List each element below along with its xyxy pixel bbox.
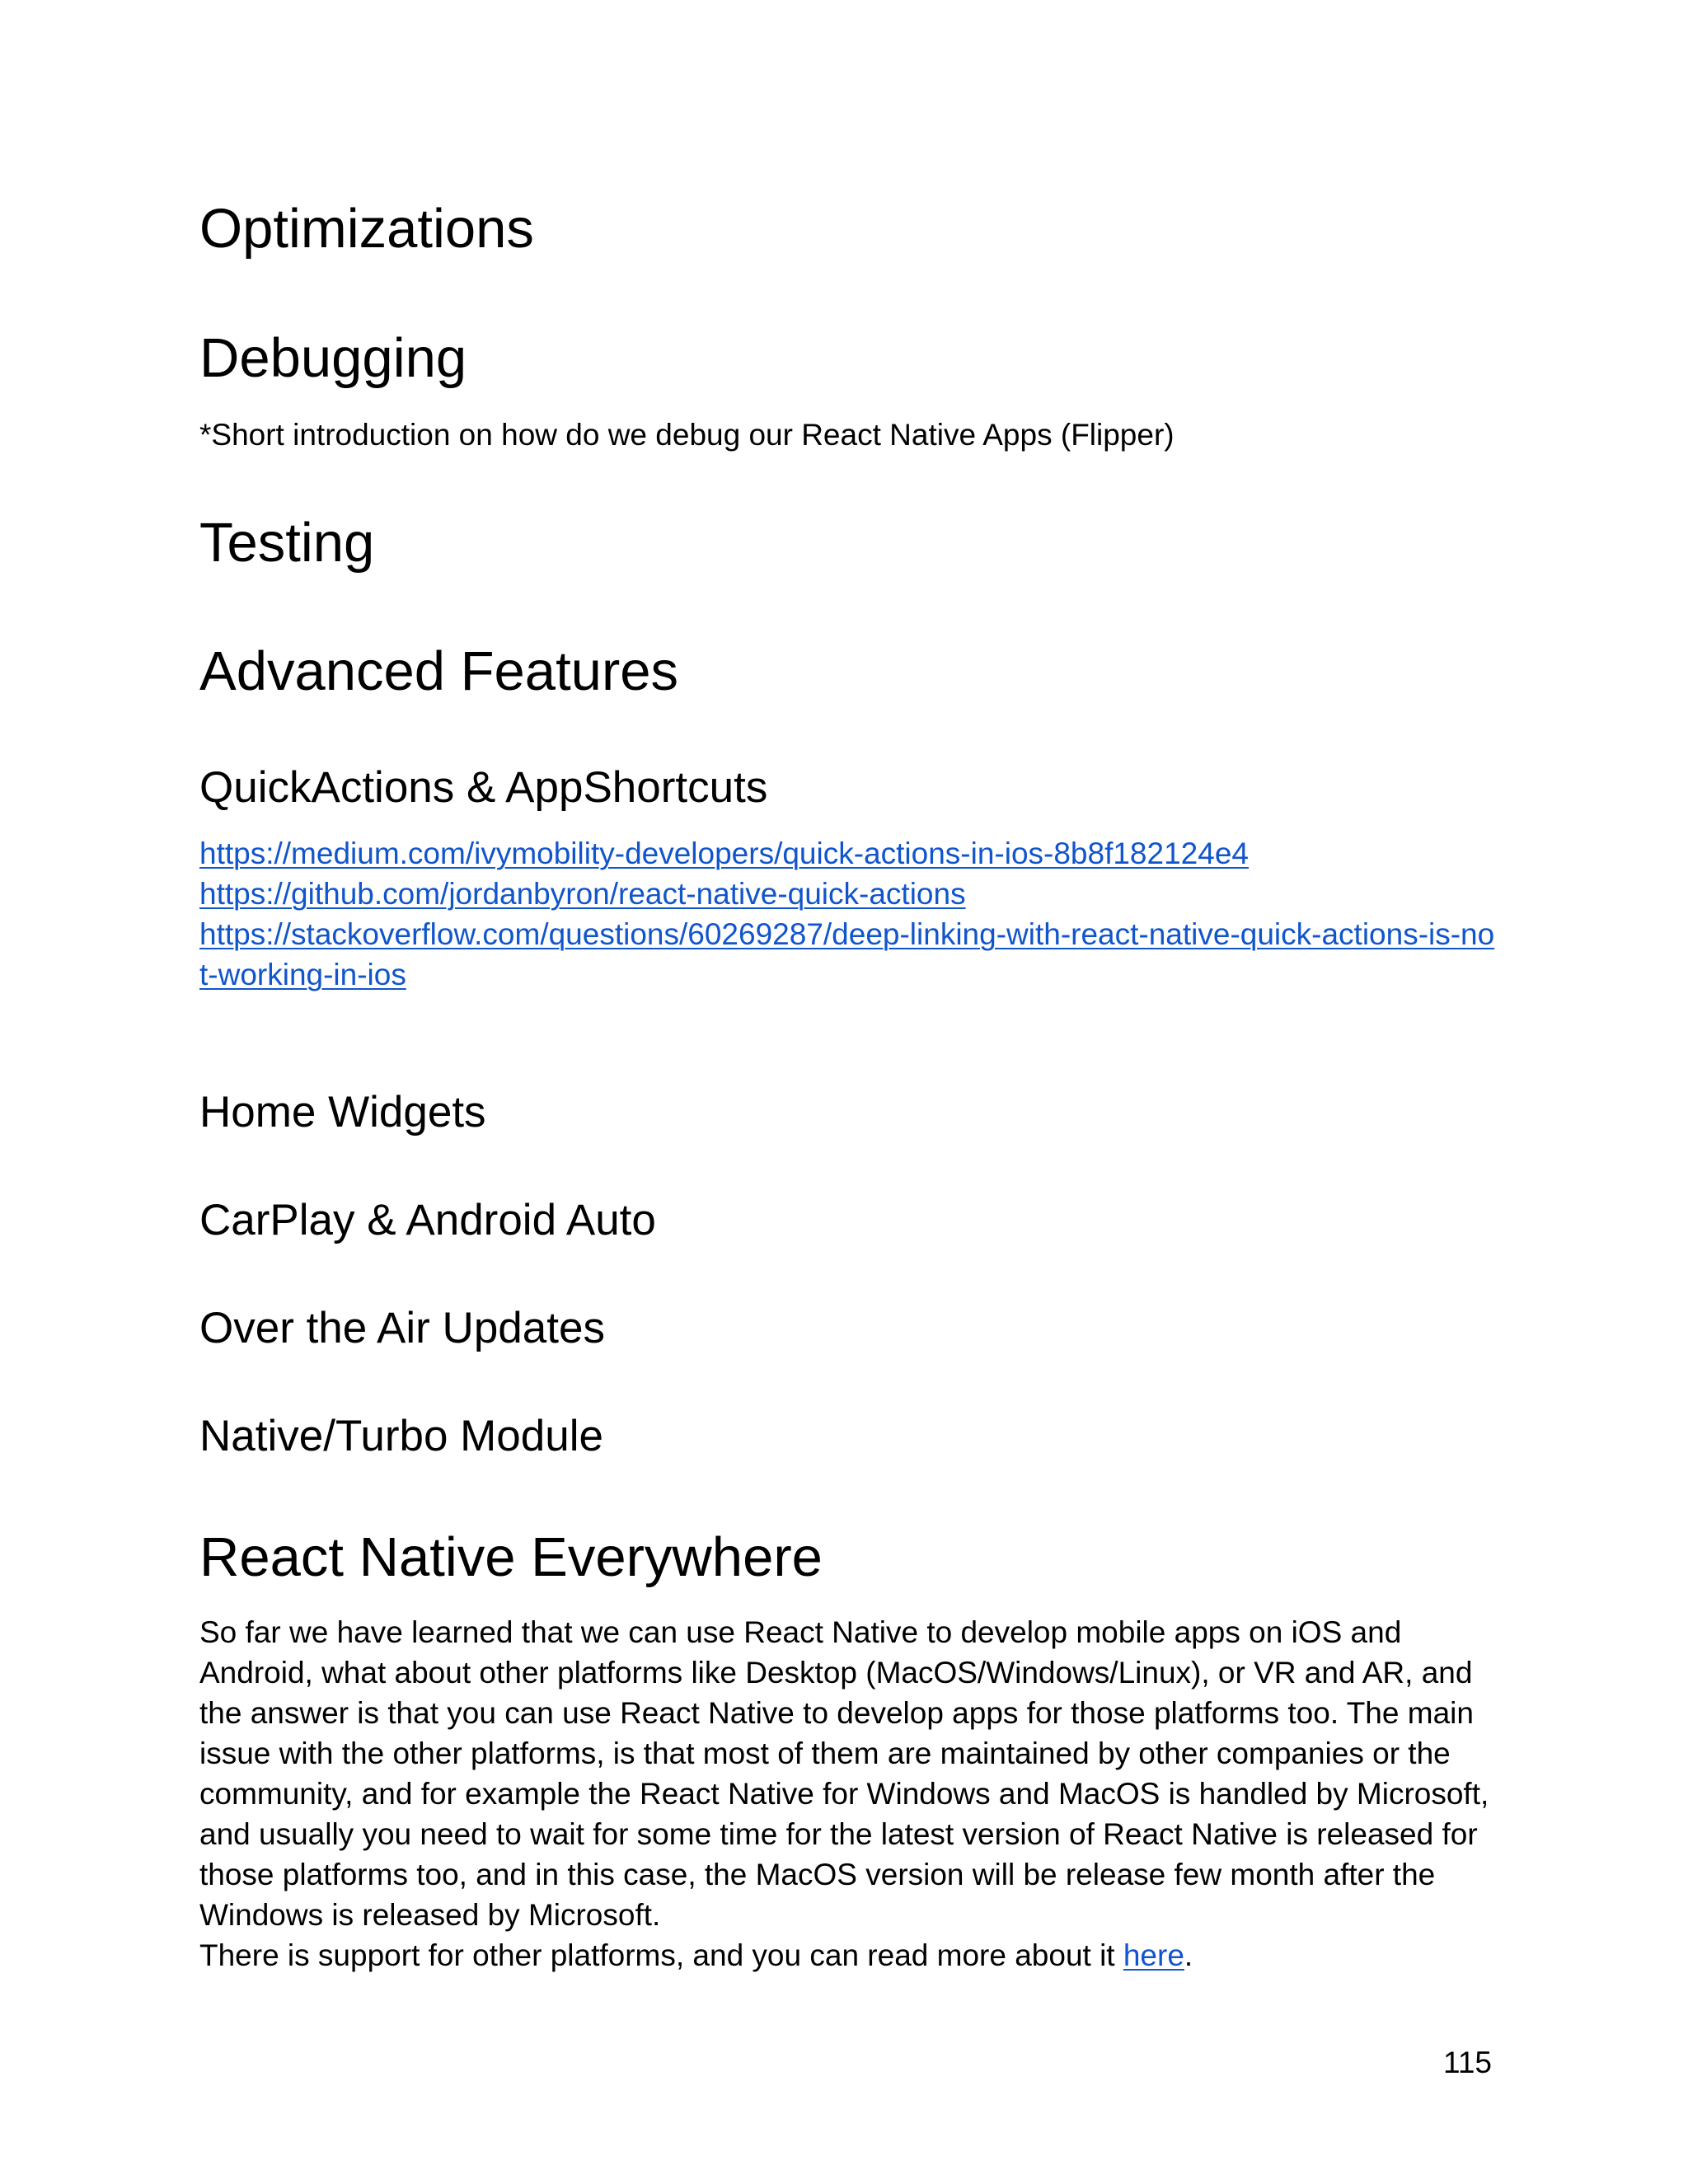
link-stackoverflow-deep-linking-continued[interactable]: t-working-in-ios [199, 958, 406, 991]
link-stackoverflow-deep-linking[interactable]: https://stackoverflow.com/questions/60269287/deep-linking-with-react-native-quick-actions-is-no [199, 917, 1495, 951]
subheading-home-widgets: Home Widgets [199, 1088, 486, 1137]
support-text: There is support for other platforms, and you can read more about it [199, 1938, 1123, 1972]
paragraph-line: and usually you need to wait for some time for the latest version of React Native is released for [199, 1817, 1478, 1851]
link-github-react-native-quick-actions[interactable]: https://github.com/jordanbyron/react-native-quick-actions [199, 877, 966, 911]
paragraph-line: Windows is released by Microsoft. [199, 1898, 661, 1932]
support-period: . [1184, 1938, 1193, 1972]
debugging-note: *Short introduction on how do we debug our React Native Apps (Flipper) [199, 418, 1175, 452]
paragraph-line: So far we have learned that we can use React Native to develop mobile apps on iOS and [199, 1615, 1402, 1649]
here-link[interactable]: here [1123, 1938, 1184, 1972]
everywhere-paragraph [199, 1612, 1502, 1975]
subheading-quick-actions: QuickActions & AppShortcuts [199, 763, 768, 812]
page-number: 115 [1443, 2046, 1492, 2079]
subheading-native-turbo-module: Native/Turbo Module [199, 1412, 603, 1460]
heading-testing: Testing [199, 512, 375, 574]
heading-optimizations: Optimizations [199, 198, 534, 260]
link-medium-quick-actions[interactable]: https://medium.com/ivymobility-developers/quick-actions-in-ios-8b8f182124e4 [199, 837, 1249, 870]
quick-actions-links [199, 833, 1494, 995]
support-sentence [199, 1935, 1502, 1975]
paragraph-line: issue with the other platforms, is that most of them are maintained by other companies or the [199, 1736, 1451, 1770]
paragraph-line: Android, what about other platforms like Desktop (MacOS/Windows/Linux), or VR and AR, and [199, 1656, 1473, 1690]
heading-advanced-features: Advanced Features [199, 640, 679, 702]
heading-react-native-everywhere: React Native Everywhere [199, 1526, 823, 1588]
paragraph-line: community, and for example the React Native for Windows and MacOS is handled by Microsoft, [199, 1777, 1489, 1811]
subheading-carplay: CarPlay & Android Auto [199, 1196, 656, 1244]
paragraph-line: those platforms too, and in this case, the MacOS version will be release few month after the [199, 1858, 1436, 1891]
subheading-ota-updates: Over the Air Updates [199, 1304, 605, 1352]
paragraph-line: the answer is that you can use React Native to develop apps for those platforms too. The main [199, 1696, 1474, 1730]
heading-debugging: Debugging [199, 327, 467, 389]
